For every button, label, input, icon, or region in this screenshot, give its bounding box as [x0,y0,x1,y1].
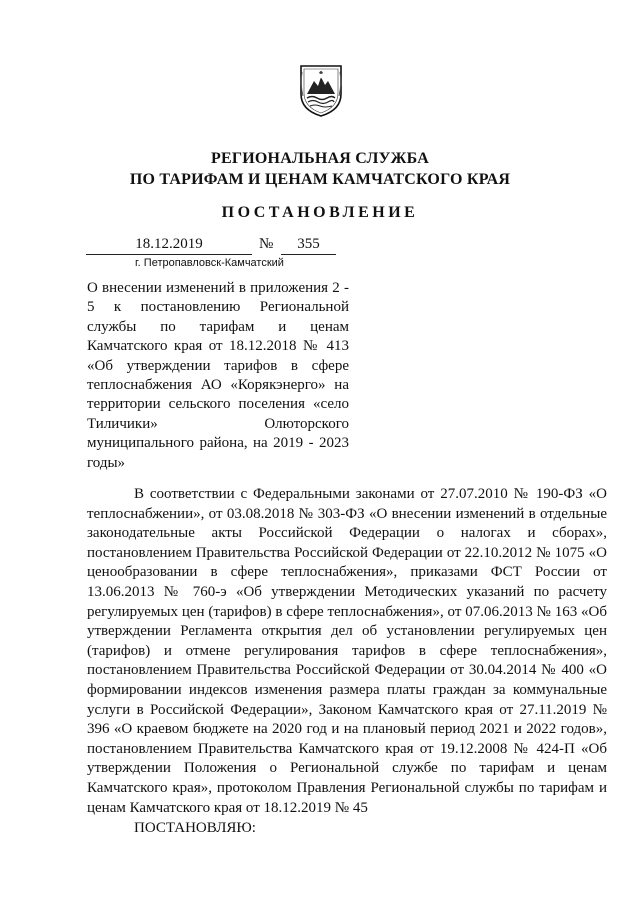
number-sign: № [259,236,274,252]
org-name-line2: ПО ТАРИФАМ И ЦЕНАМ КАМЧАТСКОГО КРАЯ [129,171,511,188]
document-type: ПОСТАНОВЛЕНИЕ [221,204,419,221]
date-number-line [86,236,348,256]
kamchatka-coat-of-arms-icon [299,64,343,118]
document-subject: О внесении изменений в приложения 2 - 5 к постановлению Региональной службы по тарифам и ценам Камчатского края от 18.12.2018 № 413 «Об утверждении тарифов в сфере теплоснабжения АО «Корякэнерго» на территории сельского поселения «село Тиличики» Олюторского муниципального района, на 2019 - 2023 годы» [87,280,349,471]
org-name-line1: РЕГИОНАЛЬНАЯ СЛУЖБА [211,150,429,167]
document-number: 355 [281,236,336,255]
city-name: г. Петропавловск-Камчатский [135,257,284,269]
document-date: 18.12.2019 [86,236,252,255]
preamble-paragraph: В соответствии с Федеральными законами от 27.07.2010 № 190-ФЗ «О теплоснабжении», от 03.08.2018 № 303-ФЗ «О внесении изменений в отдельные законодательные акты Российской Федерации о налогах и сборах», постановлением Правительства Российской Федерации от 22.10.2012 № 1075 «О ценообразовании в сфере теплоснабжения», приказами ФСТ России от 13.06.2013 № 760-э «Об утверждении Методических указаний по расчету регулируемых цен (тарифов) в сфере теплоснабжения», от 07.06.2013 № 163 «Об утверждении Регламента открытия дел об установлении регулируемых цен (тарифов) и отмене регулирования тарифов в сфере теплоснабжения», постановлением Правительства Российской Федерации от 30.04.2014 № 400 «О формировании индексов изменения размера платы граждан за коммунальные услуги в Российской Федерации», Законом Камчатского края от 27.11.2019 № 396 «О краевом бюджете на 2020 год и на плановый период 2021 и 2022 годов», постановлением Правительства Камчатского края от 19.12.2008 № 424-П «Об утверждении Положения о Региональной службе по тарифам и ценам Камчатского края», протоколом Правления Региональной службы по тарифам и ценам Камчатского края от 18.12.2019 № 45 [87,486,607,816]
decree-word: ПОСТАНОВЛЯЮ: [134,820,256,836]
